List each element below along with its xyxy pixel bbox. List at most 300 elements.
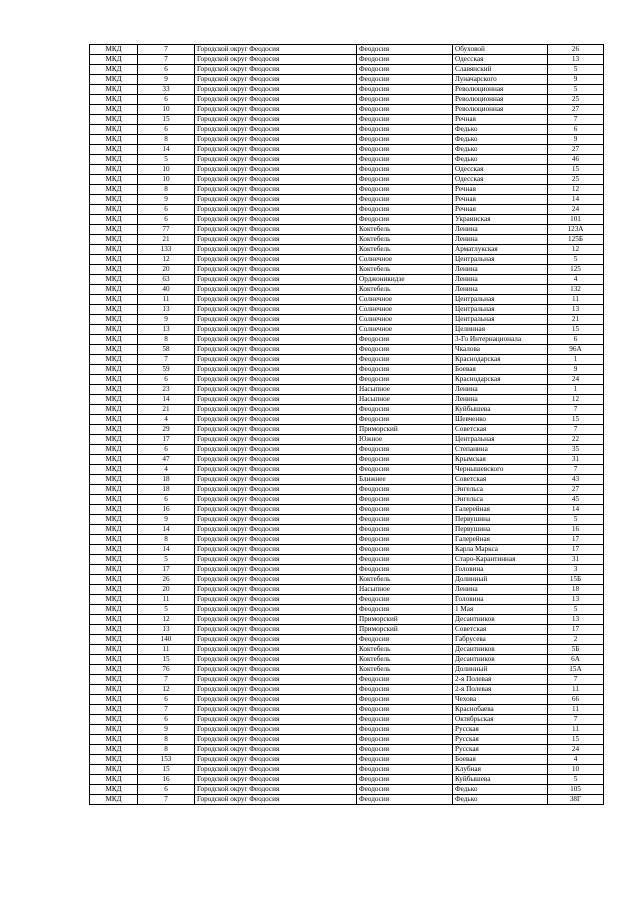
street-cell: Долинный xyxy=(453,665,548,675)
building-type-cell: МКД xyxy=(90,645,138,655)
building-type-cell: МКД xyxy=(90,275,138,285)
count-cell: 11 xyxy=(138,295,195,305)
count-cell: 17 xyxy=(138,565,195,575)
table-row xyxy=(90,295,604,305)
count-cell: 8 xyxy=(138,135,195,145)
street-cell: Первушина xyxy=(453,525,548,535)
building-type-cell: МКД xyxy=(90,205,138,215)
district-cell: Городской округ Феодосия xyxy=(195,495,357,505)
count-cell: 6 xyxy=(138,375,195,385)
street-cell: 1 Мая xyxy=(453,605,548,615)
district-cell: Городской округ Феодосия xyxy=(195,585,357,595)
district-cell: Городской округ Феодосия xyxy=(195,45,357,55)
street-cell: Ленина xyxy=(453,225,548,235)
street-cell: Федько xyxy=(453,135,548,145)
table-row xyxy=(90,545,604,555)
house-number-cell: 15Б xyxy=(548,575,604,585)
count-cell: 6 xyxy=(138,695,195,705)
street-cell: Головина xyxy=(453,565,548,575)
district-cell: Городской округ Феодосия xyxy=(195,675,357,685)
street-cell: Ленина xyxy=(453,585,548,595)
table-row xyxy=(90,785,604,795)
house-number-cell: 7 xyxy=(548,115,604,125)
district-cell: Городской округ Феодосия xyxy=(195,685,357,695)
table-row xyxy=(90,95,604,105)
district-cell: Городской округ Феодосия xyxy=(195,295,357,305)
locality-cell: Феодосия xyxy=(357,455,453,465)
locality-cell: Феодосия xyxy=(357,175,453,185)
locality-cell: Коктебель xyxy=(357,285,453,295)
count-cell: 9 xyxy=(138,315,195,325)
district-cell: Городской округ Феодосия xyxy=(195,95,357,105)
street-cell: Галерейная xyxy=(453,535,548,545)
building-type-cell: МКД xyxy=(90,785,138,795)
count-cell: 6 xyxy=(138,65,195,75)
building-type-cell: МКД xyxy=(90,125,138,135)
district-cell: Городской округ Феодосия xyxy=(195,795,357,805)
building-type-cell: МКД xyxy=(90,605,138,615)
locality-cell: Феодосия xyxy=(357,75,453,85)
table-row xyxy=(90,715,604,725)
locality-cell: Феодосия xyxy=(357,545,453,555)
locality-cell: Феодосия xyxy=(357,375,453,385)
district-cell: Городской округ Феодосия xyxy=(195,305,357,315)
district-cell: Городской округ Феодосия xyxy=(195,105,357,115)
street-cell: Федько xyxy=(453,145,548,155)
house-number-cell: 13 xyxy=(548,595,604,605)
table-row xyxy=(90,255,604,265)
house-number-cell: 125 xyxy=(548,265,604,275)
table-row xyxy=(90,505,604,515)
building-type-cell: МКД xyxy=(90,625,138,635)
locality-cell: Феодосия xyxy=(357,45,453,55)
table-row xyxy=(90,615,604,625)
building-type-cell: МКД xyxy=(90,455,138,465)
building-type-cell: МКД xyxy=(90,615,138,625)
street-cell: Центральная xyxy=(453,255,548,265)
building-type-cell: МКД xyxy=(90,265,138,275)
table-row xyxy=(90,795,604,805)
table-row xyxy=(90,705,604,715)
street-cell: Габрусева xyxy=(453,635,548,645)
locality-cell: Феодосия xyxy=(357,65,453,75)
building-type-cell: МКД xyxy=(90,525,138,535)
count-cell: 12 xyxy=(138,615,195,625)
district-cell: Городской округ Феодосия xyxy=(195,225,357,235)
locality-cell: Феодосия xyxy=(357,365,453,375)
building-type-cell: МКД xyxy=(90,55,138,65)
house-number-cell: 11 xyxy=(548,685,604,695)
district-cell: Городской округ Феодосия xyxy=(195,755,357,765)
building-type-cell: МКД xyxy=(90,75,138,85)
building-type-cell: МКД xyxy=(90,655,138,665)
house-number-cell: 5 xyxy=(548,65,604,75)
street-cell: Ленина xyxy=(453,385,548,395)
building-type-cell: МКД xyxy=(90,685,138,695)
table-row xyxy=(90,185,604,195)
count-cell: 77 xyxy=(138,225,195,235)
locality-cell: Феодосия xyxy=(357,145,453,155)
house-number-cell: 15 xyxy=(548,165,604,175)
house-number-cell: 27 xyxy=(548,105,604,115)
building-type-cell: МКД xyxy=(90,565,138,575)
locality-cell: Южное xyxy=(357,435,453,445)
table-row xyxy=(90,735,604,745)
street-cell: Целинная xyxy=(453,325,548,335)
district-cell: Городской округ Феодосия xyxy=(195,445,357,455)
locality-cell: Феодосия xyxy=(357,605,453,615)
street-cell: Старо-Карантинная xyxy=(453,555,548,565)
locality-cell: Насыпное xyxy=(357,385,453,395)
house-number-cell: 15 xyxy=(548,325,604,335)
street-cell: Луначарского xyxy=(453,75,548,85)
house-number-cell: 3 xyxy=(548,565,604,575)
locality-cell: Феодосия xyxy=(357,785,453,795)
district-cell: Городской округ Феодосия xyxy=(195,695,357,705)
table-row xyxy=(90,645,604,655)
count-cell: 8 xyxy=(138,335,195,345)
building-type-cell: МКД xyxy=(90,305,138,315)
count-cell: 7 xyxy=(138,795,195,805)
district-cell: Городской округ Феодосия xyxy=(195,175,357,185)
table-row xyxy=(90,305,604,315)
count-cell: 6 xyxy=(138,205,195,215)
building-type-cell: МКД xyxy=(90,315,138,325)
building-type-cell: МКД xyxy=(90,515,138,525)
street-cell: Галерейная xyxy=(453,505,548,515)
building-type-cell: МКД xyxy=(90,85,138,95)
count-cell: 6 xyxy=(138,215,195,225)
district-cell: Городской округ Феодосия xyxy=(195,205,357,215)
street-cell: Центральная xyxy=(453,295,548,305)
locality-cell: Коктебель xyxy=(357,265,453,275)
street-cell: Куйбышева xyxy=(453,775,548,785)
building-type-cell: МКД xyxy=(90,165,138,175)
table-row xyxy=(90,375,604,385)
house-number-cell: 31 xyxy=(548,455,604,465)
district-cell: Городской округ Феодосия xyxy=(195,415,357,425)
district-cell: Городской округ Феодосия xyxy=(195,775,357,785)
locality-cell: Приморский xyxy=(357,615,453,625)
house-number-cell: 9 xyxy=(548,365,604,375)
locality-cell: Феодосия xyxy=(357,675,453,685)
house-number-cell: 24 xyxy=(548,375,604,385)
table-row xyxy=(90,485,604,495)
district-cell: Городской округ Феодосия xyxy=(195,625,357,635)
table-row xyxy=(90,555,604,565)
district-cell: Городской округ Феодосия xyxy=(195,785,357,795)
district-cell: Городской округ Феодосия xyxy=(195,245,357,255)
table-row xyxy=(90,695,604,705)
table-row xyxy=(90,535,604,545)
district-cell: Городской округ Феодосия xyxy=(195,485,357,495)
street-cell: Энгельса xyxy=(453,495,548,505)
house-number-cell: 13 xyxy=(548,55,604,65)
table-row xyxy=(90,245,604,255)
locality-cell: Феодосия xyxy=(357,495,453,505)
count-cell: 133 xyxy=(138,245,195,255)
district-cell: Городской округ Феодосия xyxy=(195,715,357,725)
district-cell: Городской округ Феодосия xyxy=(195,665,357,675)
building-type-cell: МКД xyxy=(90,65,138,75)
house-number-cell: 17 xyxy=(548,625,604,635)
locality-cell: Феодосия xyxy=(357,195,453,205)
locality-cell: Коктебель xyxy=(357,665,453,675)
table-row xyxy=(90,575,604,585)
building-type-cell: МКД xyxy=(90,485,138,495)
locality-cell: Коктебель xyxy=(357,655,453,665)
street-cell: Украинская xyxy=(453,215,548,225)
locality-cell: Феодосия xyxy=(357,55,453,65)
district-cell: Городской округ Феодосия xyxy=(195,275,357,285)
locality-cell: Приморский xyxy=(357,625,453,635)
house-number-cell: 1 xyxy=(548,385,604,395)
table-row xyxy=(90,125,604,135)
building-type-cell: МКД xyxy=(90,195,138,205)
building-type-cell: МКД xyxy=(90,755,138,765)
table-row xyxy=(90,355,604,365)
building-type-cell: МКД xyxy=(90,145,138,155)
count-cell: 12 xyxy=(138,255,195,265)
building-type-cell: МКД xyxy=(90,555,138,565)
house-number-cell: 18 xyxy=(548,585,604,595)
building-type-cell: МКД xyxy=(90,215,138,225)
house-number-cell: 43 xyxy=(548,475,604,485)
house-number-cell: 45 xyxy=(548,495,604,505)
street-cell: Степанина xyxy=(453,445,548,455)
count-cell: 12 xyxy=(138,685,195,695)
locality-cell: Феодосия xyxy=(357,135,453,145)
locality-cell: Феодосия xyxy=(357,445,453,455)
street-cell: Краснобаева xyxy=(453,705,548,715)
table-row xyxy=(90,145,604,155)
count-cell: 8 xyxy=(138,735,195,745)
housing-register-table xyxy=(89,44,604,805)
street-cell: Федько xyxy=(453,155,548,165)
count-cell: 20 xyxy=(138,265,195,275)
street-cell: Русская xyxy=(453,745,548,755)
table-row xyxy=(90,315,604,325)
table-row xyxy=(90,665,604,675)
count-cell: 14 xyxy=(138,525,195,535)
house-number-cell: 35 xyxy=(548,445,604,455)
house-number-cell: 5 xyxy=(548,775,604,785)
table-row xyxy=(90,775,604,785)
locality-cell: Феодосия xyxy=(357,555,453,565)
building-type-cell: МКД xyxy=(90,545,138,555)
building-type-cell: МКД xyxy=(90,255,138,265)
count-cell: 4 xyxy=(138,465,195,475)
district-cell: Городской округ Феодосия xyxy=(195,545,357,555)
house-number-cell: 11 xyxy=(548,705,604,715)
table-row xyxy=(90,335,604,345)
street-cell: Федько xyxy=(453,795,548,805)
district-cell: Городской округ Феодосия xyxy=(195,565,357,575)
count-cell: 8 xyxy=(138,535,195,545)
house-number-cell: 7 xyxy=(548,425,604,435)
street-cell: Шевченко xyxy=(453,415,548,425)
count-cell: 5 xyxy=(138,555,195,565)
count-cell: 8 xyxy=(138,745,195,755)
locality-cell: Коктебель xyxy=(357,235,453,245)
locality-cell: Феодосия xyxy=(357,745,453,755)
locality-cell: Приморский xyxy=(357,425,453,435)
house-number-cell: 26 xyxy=(548,45,604,55)
building-type-cell: МКД xyxy=(90,155,138,165)
locality-cell: Феодосия xyxy=(357,345,453,355)
street-cell: Одесская xyxy=(453,165,548,175)
house-number-cell: 6 xyxy=(548,335,604,345)
district-cell: Городской округ Феодосия xyxy=(195,185,357,195)
street-cell: Ленина xyxy=(453,395,548,405)
table-row xyxy=(90,195,604,205)
district-cell: Городской округ Феодосия xyxy=(195,705,357,715)
table-row xyxy=(90,365,604,375)
house-number-cell: 17 xyxy=(548,545,604,555)
locality-cell: Насыпное xyxy=(357,585,453,595)
building-type-cell: МКД xyxy=(90,745,138,755)
locality-cell: Коктебель xyxy=(357,245,453,255)
building-type-cell: МКД xyxy=(90,715,138,725)
locality-cell: Феодосия xyxy=(357,535,453,545)
building-type-cell: МКД xyxy=(90,285,138,295)
locality-cell: Феодосия xyxy=(357,565,453,575)
locality-cell: Феодосия xyxy=(357,465,453,475)
count-cell: 10 xyxy=(138,175,195,185)
locality-cell: Феодосия xyxy=(357,85,453,95)
building-type-cell: МКД xyxy=(90,735,138,745)
district-cell: Городской округ Феодосия xyxy=(195,135,357,145)
count-cell: 7 xyxy=(138,45,195,55)
table-row xyxy=(90,435,604,445)
street-cell: Одесская xyxy=(453,175,548,185)
district-cell: Городской округ Феодосия xyxy=(195,595,357,605)
street-cell: Октябрьская xyxy=(453,715,548,725)
locality-cell: Солнечное xyxy=(357,325,453,335)
locality-cell: Феодосия xyxy=(357,505,453,515)
house-number-cell: 16 xyxy=(548,525,604,535)
district-cell: Городской округ Феодосия xyxy=(195,475,357,485)
locality-cell: Орджоникидзе xyxy=(357,275,453,285)
count-cell: 6 xyxy=(138,715,195,725)
district-cell: Городской округ Феодосия xyxy=(195,125,357,135)
street-cell: Речная xyxy=(453,205,548,215)
building-type-cell: МКД xyxy=(90,595,138,605)
street-cell: Ленина xyxy=(453,275,548,285)
count-cell: 21 xyxy=(138,405,195,415)
building-type-cell: МКД xyxy=(90,795,138,805)
building-type-cell: МКД xyxy=(90,765,138,775)
locality-cell: Феодосия xyxy=(357,205,453,215)
house-number-cell: 15 xyxy=(548,415,604,425)
building-type-cell: МКД xyxy=(90,575,138,585)
district-cell: Городской округ Феодосия xyxy=(195,465,357,475)
district-cell: Городской округ Феодосия xyxy=(195,455,357,465)
house-number-cell: 7 xyxy=(548,405,604,415)
table-row xyxy=(90,175,604,185)
street-cell: Головина xyxy=(453,595,548,605)
street-cell: Крымская xyxy=(453,455,548,465)
house-number-cell: 101 xyxy=(548,215,604,225)
building-type-cell: МКД xyxy=(90,415,138,425)
house-number-cell: 13 xyxy=(548,305,604,315)
table-row xyxy=(90,525,604,535)
building-type-cell: МКД xyxy=(90,425,138,435)
street-cell: Советская xyxy=(453,625,548,635)
street-cell: Десантников xyxy=(453,645,548,655)
house-number-cell: 96А xyxy=(548,345,604,355)
district-cell: Городской округ Феодосия xyxy=(195,365,357,375)
count-cell: 6 xyxy=(138,495,195,505)
table-row xyxy=(90,215,604,225)
street-cell: Ленина xyxy=(453,285,548,295)
district-cell: Городской округ Феодосия xyxy=(195,375,357,385)
locality-cell: Феодосия xyxy=(357,735,453,745)
locality-cell: Коктебель xyxy=(357,225,453,235)
table-row xyxy=(90,425,604,435)
count-cell: 63 xyxy=(138,275,195,285)
street-cell: Славянский xyxy=(453,65,548,75)
building-type-cell: МКД xyxy=(90,465,138,475)
house-number-cell: 7 xyxy=(548,465,604,475)
table-row xyxy=(90,225,604,235)
table-row xyxy=(90,515,604,525)
building-type-cell: МКД xyxy=(90,475,138,485)
count-cell: 13 xyxy=(138,305,195,315)
district-cell: Городской округ Феодосия xyxy=(195,285,357,295)
count-cell: 8 xyxy=(138,185,195,195)
building-type-cell: МКД xyxy=(90,365,138,375)
table-row xyxy=(90,495,604,505)
house-number-cell: 24 xyxy=(548,745,604,755)
count-cell: 153 xyxy=(138,755,195,765)
table-row xyxy=(90,75,604,85)
table-row xyxy=(90,325,604,335)
table-row xyxy=(90,605,604,615)
street-cell: Русская xyxy=(453,725,548,735)
district-cell: Городской округ Феодосия xyxy=(195,525,357,535)
locality-cell: Феодосия xyxy=(357,355,453,365)
district-cell: Городской округ Феодосия xyxy=(195,65,357,75)
count-cell: 16 xyxy=(138,775,195,785)
table-row xyxy=(90,285,604,295)
district-cell: Городской округ Феодосия xyxy=(195,165,357,175)
building-type-cell: МКД xyxy=(90,385,138,395)
table-row xyxy=(90,725,604,735)
count-cell: 9 xyxy=(138,725,195,735)
table-row xyxy=(90,105,604,115)
table-row xyxy=(90,455,604,465)
table-row xyxy=(90,585,604,595)
locality-cell: Феодосия xyxy=(357,715,453,725)
building-type-cell: МКД xyxy=(90,585,138,595)
count-cell: 21 xyxy=(138,235,195,245)
table-row xyxy=(90,205,604,215)
house-number-cell: 27 xyxy=(548,145,604,155)
street-cell: Русская xyxy=(453,735,548,745)
count-cell: 58 xyxy=(138,345,195,355)
house-number-cell: 9 xyxy=(548,75,604,85)
table-row xyxy=(90,685,604,695)
house-number-cell: 46 xyxy=(548,155,604,165)
table-row xyxy=(90,135,604,145)
building-type-cell: МКД xyxy=(90,235,138,245)
district-cell: Городской округ Феодосия xyxy=(195,535,357,545)
table-row xyxy=(90,405,604,415)
district-cell: Городской округ Феодосия xyxy=(195,115,357,125)
street-cell: Первушина xyxy=(453,515,548,525)
house-number-cell: 9 xyxy=(548,135,604,145)
